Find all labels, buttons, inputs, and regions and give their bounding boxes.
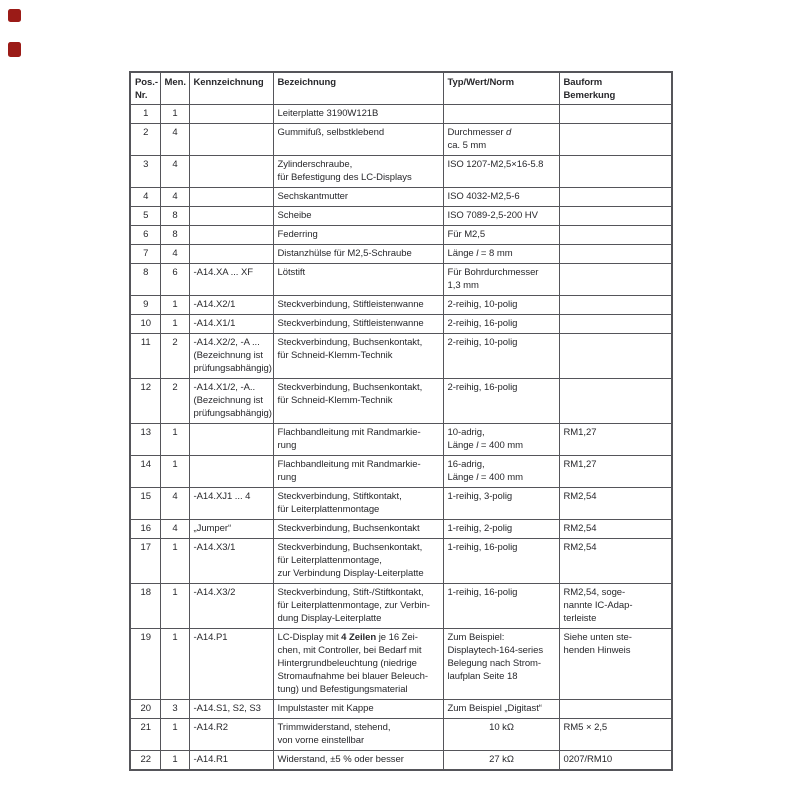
cell-typ: 10-adrig, Länge l = 400 mm: [443, 424, 559, 456]
cell-pos: 22: [130, 751, 160, 771]
cell-pos: 13: [130, 424, 160, 456]
cell-men: 1: [160, 315, 189, 334]
cell-pos: 6: [130, 226, 160, 245]
cell-pos: 19: [130, 629, 160, 700]
table-row: [130, 315, 672, 334]
cell-bezeichnung: Impulstaster mit Kappe: [273, 700, 443, 719]
cell-men: 4: [160, 488, 189, 520]
cell-typ: Länge l = 8 mm: [443, 245, 559, 264]
cell-typ: 2-reihig, 10-polig: [443, 334, 559, 379]
cell-bauform: RM2,54: [559, 488, 672, 520]
cell-kennzeichnung: -A14.X2/1: [189, 296, 273, 315]
cell-bezeichnung: Steckverbindung, Stiftkontakt, für Leiterplattenmontage: [273, 488, 443, 520]
cell-bauform: [559, 226, 672, 245]
cell-pos: 2: [130, 124, 160, 156]
table-row: [130, 296, 672, 315]
cell-kennzeichnung: -A14.S1, S2, S3: [189, 700, 273, 719]
table-row: [130, 379, 672, 424]
table-row: [130, 424, 672, 456]
cell-typ: 2-reihig, 16-polig: [443, 315, 559, 334]
cell-bezeichnung: LC-Display mit 4 Zeilen je 16 Zei- chen, mit Controller, bei Bedarf mit Hintergrundbeleuchtung (niedrige Stromaufnahme bei blauer Beleuch- tung) und Befestigungsmaterial: [273, 629, 443, 700]
table-row: [130, 751, 672, 771]
cell-bezeichnung: Steckverbindung, Buchsenkontakt: [273, 520, 443, 539]
table-row: [130, 719, 672, 751]
cell-typ: 1-reihig, 16-polig: [443, 539, 559, 584]
cell-men: 1: [160, 424, 189, 456]
table-row: [130, 700, 672, 719]
cell-bauform: [559, 207, 672, 226]
cell-bauform: [559, 105, 672, 124]
cell-pos: 11: [130, 334, 160, 379]
cell-kennzeichnung: -A14.XJ1 ... 4: [189, 488, 273, 520]
cell-bauform: [559, 156, 672, 188]
table-row: [130, 539, 672, 584]
cell-bauform: [559, 245, 672, 264]
cell-bezeichnung: Steckverbindung, Stift-/Stiftkontakt, für Leiterplattenmontage, zur Verbin- dung Display-Leiterplatte: [273, 584, 443, 629]
cell-bezeichnung: Distanzhülse für M2,5-Schraube: [273, 245, 443, 264]
cell-bauform: RM1,27: [559, 456, 672, 488]
red-marker-icon: [8, 42, 21, 57]
cell-men: 1: [160, 584, 189, 629]
cell-kennzeichnung: -A14.XA ... XF: [189, 264, 273, 296]
cell-bauform: [559, 334, 672, 379]
column-header: Bezeichnung: [273, 72, 443, 105]
cell-kennzeichnung: [189, 207, 273, 226]
cell-bauform: [559, 124, 672, 156]
cell-typ: 1-reihig, 2-polig: [443, 520, 559, 539]
cell-men: 1: [160, 456, 189, 488]
cell-bezeichnung: Steckverbindung, Buchsenkontakt, für Schneid-Klemm-Technik: [273, 379, 443, 424]
table-row: [130, 629, 672, 700]
column-header: Men.: [160, 72, 189, 105]
table-body: [130, 105, 672, 771]
table-row: [130, 156, 672, 188]
cell-bezeichnung: Flachbandleitung mit Randmarkie- rung: [273, 424, 443, 456]
cell-men: 1: [160, 629, 189, 700]
cell-men: 1: [160, 539, 189, 584]
cell-kennzeichnung: -A14.R2: [189, 719, 273, 751]
cell-bezeichnung: Federring: [273, 226, 443, 245]
cell-men: 8: [160, 207, 189, 226]
cell-pos: 14: [130, 456, 160, 488]
cell-typ: Für Bohrdurchmesser 1,3 mm: [443, 264, 559, 296]
cell-pos: 15: [130, 488, 160, 520]
cell-pos: 21: [130, 719, 160, 751]
cell-pos: 7: [130, 245, 160, 264]
cell-bauform: [559, 264, 672, 296]
cell-bauform: RM2,54: [559, 520, 672, 539]
cell-pos: 3: [130, 156, 160, 188]
cell-men: 4: [160, 188, 189, 207]
cell-kennzeichnung: [189, 245, 273, 264]
column-header: Typ/Wert/Norm: [443, 72, 559, 105]
cell-pos: 4: [130, 188, 160, 207]
cell-typ: 27 kΩ: [443, 751, 559, 771]
cell-pos: 16: [130, 520, 160, 539]
cell-bauform: RM2,54: [559, 539, 672, 584]
cell-bauform: 0207/RM10: [559, 751, 672, 771]
cell-typ: ISO 1207-M2,5×16-5.8: [443, 156, 559, 188]
cell-typ: 2-reihig, 10-polig: [443, 296, 559, 315]
cell-bezeichnung: Steckverbindung, Buchsenkontakt, für Schneid-Klemm-Technik: [273, 334, 443, 379]
table-row: [130, 456, 672, 488]
table-row: [130, 226, 672, 245]
cell-kennzeichnung: -A14.X3/2: [189, 584, 273, 629]
cell-kennzeichnung: -A14.X2/2, -A ... (Bezeichnung ist prüfungsabhängig): [189, 334, 273, 379]
cell-men: 2: [160, 379, 189, 424]
cell-bezeichnung: Leiterplatte 3190W121B: [273, 105, 443, 124]
cell-bezeichnung: Flachbandleitung mit Randmarkie- rung: [273, 456, 443, 488]
cell-bauform: [559, 379, 672, 424]
cell-bezeichnung: Steckverbindung, Stiftleistenwanne: [273, 315, 443, 334]
cell-kennzeichnung: „Jumper“: [189, 520, 273, 539]
cell-bauform: [559, 296, 672, 315]
cell-men: 1: [160, 719, 189, 751]
cell-bezeichnung: Steckverbindung, Stiftleistenwanne: [273, 296, 443, 315]
cell-pos: 17: [130, 539, 160, 584]
table-row: [130, 188, 672, 207]
cell-men: 6: [160, 264, 189, 296]
cell-kennzeichnung: [189, 456, 273, 488]
cell-typ: 1-reihig, 3-polig: [443, 488, 559, 520]
cell-typ: [443, 105, 559, 124]
cell-men: 1: [160, 751, 189, 771]
cell-men: 1: [160, 296, 189, 315]
cell-typ: Zum Beispiel: Displaytech-164-series Belegung nach Strom- laufplan Seite 18: [443, 629, 559, 700]
cell-pos: 1: [130, 105, 160, 124]
cell-typ: 2-reihig, 16-polig: [443, 379, 559, 424]
cell-typ: 10 kΩ: [443, 719, 559, 751]
table-row: [130, 207, 672, 226]
cell-bauform: [559, 700, 672, 719]
table-row: [130, 105, 672, 124]
cell-pos: 8: [130, 264, 160, 296]
cell-bezeichnung: Zylinderschraube, für Befestigung des LC-Displays: [273, 156, 443, 188]
cell-pos: 10: [130, 315, 160, 334]
cell-kennzeichnung: -A14.R1: [189, 751, 273, 771]
cell-typ: Durchmesser d ca. 5 mm: [443, 124, 559, 156]
column-header: Kennzeichnung: [189, 72, 273, 105]
cell-typ: 16-adrig, Länge l = 400 mm: [443, 456, 559, 488]
cell-bauform: [559, 315, 672, 334]
cell-bauform: Siehe unten ste- henden Hinweis: [559, 629, 672, 700]
cell-bauform: [559, 188, 672, 207]
table-row: [130, 124, 672, 156]
column-header: Pos.- Nr.: [130, 72, 160, 105]
cell-typ: Für M2,5: [443, 226, 559, 245]
cell-men: 1: [160, 105, 189, 124]
cell-bauform: RM5 × 2,5: [559, 719, 672, 751]
cell-men: 4: [160, 124, 189, 156]
cell-bezeichnung: Trimmwiderstand, stehend, von vorne einstellbar: [273, 719, 443, 751]
cell-men: 8: [160, 226, 189, 245]
cell-kennzeichnung: -A14.X1/2, -A.. (Bezeichnung ist prüfungsabhängig): [189, 379, 273, 424]
cell-pos: 5: [130, 207, 160, 226]
cell-kennzeichnung: [189, 226, 273, 245]
cell-men: 2: [160, 334, 189, 379]
cell-kennzeichnung: [189, 124, 273, 156]
cell-men: 4: [160, 245, 189, 264]
cell-kennzeichnung: -A14.X3/1: [189, 539, 273, 584]
cell-bezeichnung: Steckverbindung, Buchsenkontakt, für Leiterplattenmontage, zur Verbindung Display-Leiterplatte: [273, 539, 443, 584]
cell-bezeichnung: Scheibe: [273, 207, 443, 226]
cell-men: 4: [160, 156, 189, 188]
cell-kennzeichnung: -A14.X1/1: [189, 315, 273, 334]
cell-pos: 20: [130, 700, 160, 719]
table-row: [130, 334, 672, 379]
cell-bauform: RM1,27: [559, 424, 672, 456]
cell-bezeichnung: Widerstand, ±5 % oder besser: [273, 751, 443, 771]
cell-kennzeichnung: [189, 424, 273, 456]
table-header: [130, 72, 672, 105]
cell-bezeichnung: Gummifuß, selbstklebend: [273, 124, 443, 156]
cell-typ: Zum Beispiel „Digitast“: [443, 700, 559, 719]
red-marker-icon: [8, 9, 21, 22]
table-row: [130, 488, 672, 520]
cell-bauform: RM2,54, soge- nannte IC-Adap- terleiste: [559, 584, 672, 629]
cell-bezeichnung: Lötstift: [273, 264, 443, 296]
cell-kennzeichnung: [189, 188, 273, 207]
table-row: [130, 520, 672, 539]
cell-pos: 18: [130, 584, 160, 629]
cell-men: 4: [160, 520, 189, 539]
cell-men: 3: [160, 700, 189, 719]
cell-typ: ISO 4032-M2,5-6: [443, 188, 559, 207]
column-header: Bauform Bemerkung: [559, 72, 672, 105]
cell-bezeichnung: Sechskantmutter: [273, 188, 443, 207]
table-row: [130, 245, 672, 264]
cell-pos: 9: [130, 296, 160, 315]
cell-kennzeichnung: [189, 156, 273, 188]
table-row: [130, 584, 672, 629]
cell-typ: ISO 7089-2,5-200 HV: [443, 207, 559, 226]
cell-pos: 12: [130, 379, 160, 424]
header-row: [130, 72, 672, 105]
cell-typ: 1-reihig, 16-polig: [443, 584, 559, 629]
parts-table: [129, 71, 673, 771]
table-row: [130, 264, 672, 296]
cell-kennzeichnung: -A14.P1: [189, 629, 273, 700]
cell-kennzeichnung: [189, 105, 273, 124]
